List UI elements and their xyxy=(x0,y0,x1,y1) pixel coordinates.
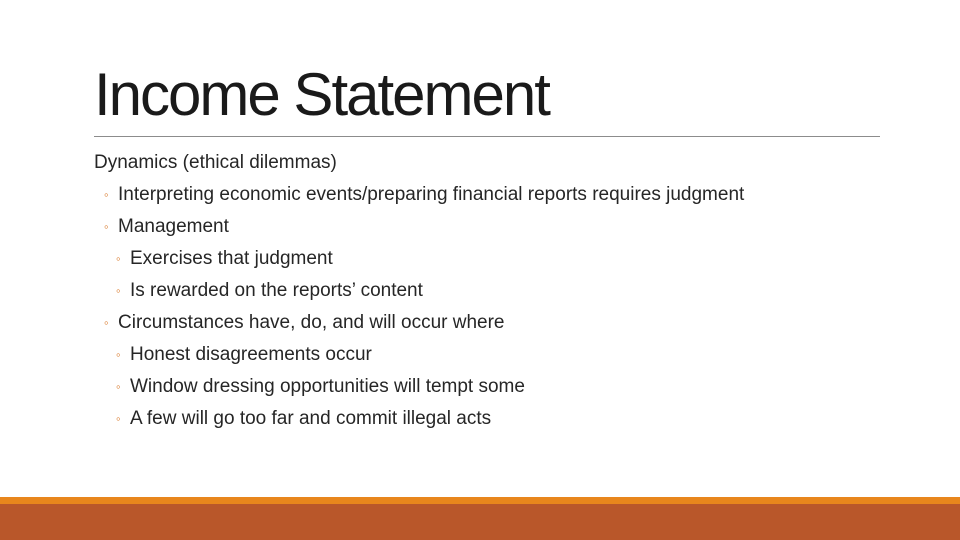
bullet-item xyxy=(94,403,924,435)
slide-body xyxy=(94,147,924,435)
bullet-circle-icon: ◦ xyxy=(116,411,121,426)
slide-title: Income Statement xyxy=(94,61,549,128)
bullet-item xyxy=(94,147,924,179)
bullet-item xyxy=(94,275,924,307)
bullet-circle-icon: ◦ xyxy=(104,315,109,330)
bullet-item xyxy=(94,307,924,339)
bullet-text: Dynamics (ethical dilemmas) xyxy=(94,152,337,173)
bullet-text: Circumstances have, do, and will occur where xyxy=(118,312,505,333)
bullet-circle-icon: ◦ xyxy=(116,347,121,362)
bullet-circle-icon: ◦ xyxy=(104,187,109,202)
footer-accent-bar xyxy=(0,497,960,504)
bullet-text: Interpreting economic events/preparing financial reports requires judgment xyxy=(118,184,745,205)
bullet-text: Honest disagreements occur xyxy=(130,344,372,365)
title-divider xyxy=(94,136,880,137)
bullet-text: Window dressing opportunities will tempt some xyxy=(130,376,525,397)
bullet-circle-icon: ◦ xyxy=(116,251,121,266)
bullet-circle-icon: ◦ xyxy=(116,283,121,298)
bullet-item xyxy=(94,371,924,403)
bullet-circle-icon: ◦ xyxy=(104,219,109,234)
bullet-text: Management xyxy=(118,216,229,237)
bullet-item xyxy=(94,211,924,243)
bullet-text: Exercises that judgment xyxy=(130,248,333,269)
bullet-item xyxy=(94,243,924,275)
bullet-item xyxy=(94,179,924,211)
bullet-text: A few will go too far and commit illegal acts xyxy=(130,408,492,429)
bullet-circle-icon: ◦ xyxy=(116,379,121,394)
bullet-item xyxy=(94,339,924,371)
bullet-text: Is rewarded on the reports’ content xyxy=(130,280,423,301)
footer-bar xyxy=(0,504,960,540)
